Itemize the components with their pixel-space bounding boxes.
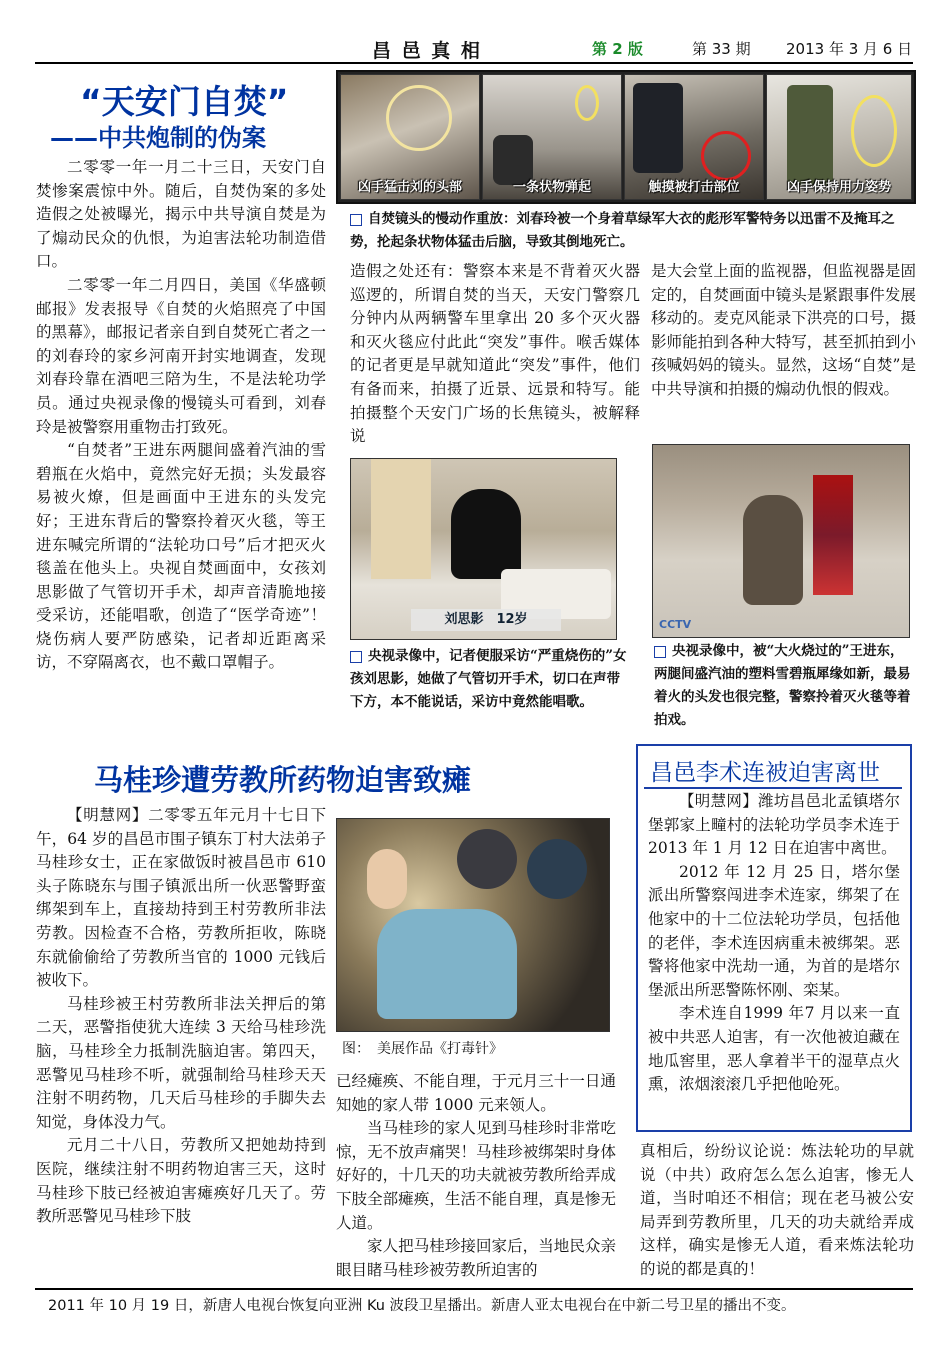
blanket-shape [813,475,853,595]
figure-shape [787,85,833,185]
masthead-name: 昌 邑 真 相 [372,40,482,62]
article1-right-column [651,260,916,430]
article1-subtitle: ——中共炮制的伪案 [50,124,266,152]
article2-paragraph: 家人把马桂珍接回家后，当地民众亲眼目睹马桂珍被劳教所迫害的 [336,1237,616,1279]
article3-paragraph: 李术连自1999 年7 月以来一直被中共恶人迫害，有一次他被迫藏在地瓜窖里，恶人拿着半干的湿草点火熏，浓烟滚滚几乎把他呛死。 [648,1004,900,1094]
article3-title-rule [644,787,902,789]
issue-label: 第 33 期 [692,40,751,58]
woman-figure [377,909,517,1019]
strip-caption-text: 自焚镜头的慢动作重放：刘春玲被一个身着草绿军大衣的彪形军警特务以迅雷不及掩耳之势，抡起条状物体猛击后脑，导致其倒地死亡。 [350,211,895,250]
article2-paragraph: 已经瘫痪、不能自理，于元月三十一日通知她的家人带 1000 元来领人。 [336,1072,616,1114]
footer-text: 2011 年 10 月 19 日，新唐人电视台恢复向亚洲 Ku 波段卫星播出。新唐人亚太电视台在中新二号卫星的播出不变。 [48,1298,796,1314]
figure-head-shape [457,829,517,889]
strip-photo-1 [340,74,480,200]
article1-mid-text: 造假之处还有：警察本来是不背着灭火器巡逻的，所谓自焚的当天，天安门警察几分钟内从两辆警车里拿出 20 多个灭火器和灭火毯应付此此“突发”事件。喉舌媒体的记者更是早就知道此“突发”事件，他们有备而来，拍摄了近景、远景和特写。能拍摄整个天安门广场的长焦镜头，被解释说 [350,262,640,446]
strip-photo-4 [766,74,912,200]
tv-logo: CCTV [659,618,692,631]
photo-girl-caption [350,645,630,714]
figure-head-shape [527,839,587,899]
article2-paragraph: 元月二十八日，劳教所又把她劫持到医院，继续注射不明药物迫害三天，这时马桂珍下肢已经被迫害瘫痪好几天了。劳教所恶警见马桂珍下肢 [36,1136,326,1226]
article3-title: 昌邑李术连被迫害离世 [650,760,880,786]
strip-photo-2 [482,74,622,200]
article1-mid-column [350,260,640,452]
painting-caption: 图： 美展作品《打毒针》 [342,1041,503,1057]
article2-paragraph: 当马桂珍的家人见到马桂珍时非常吃惊，无不放声痛哭！马桂珍被绑架时身体好好的，十几天的功夫就被劳教所给弄成下肢全部瘫痪，生活不能自理，真是惨无人道。 [336,1119,616,1232]
article2-mid-column [336,1070,616,1292]
strip-photo-3 [624,74,764,200]
photo-girl-caption-text: 央视录像中，记者便服采访“严重烧伤的”女孩刘思影，她做了气管切开手术，切口在声带下方，本不能说话，采访中竟然能唱歌。 [350,648,627,710]
caption-box-icon [350,214,362,226]
article1-title: “天安门自焚” [80,82,289,121]
caption-box-icon [350,651,362,663]
painting-image [336,818,610,1032]
photo-man-burned [652,444,910,638]
edition-label: 第 2 版 [592,40,643,58]
article2-left-column [36,804,326,1290]
article3-paragraph: 【明慧网】潍坊昌邑北孟镇塔尔堡郭家上疃村的法轮功学员李术连于 2013 年 1 月 12 日在迫害中离世。 [648,792,900,858]
figure-shape [633,83,683,173]
article1-paragraph: “自焚者”王进东两腿间盛着汽油的雪碧瓶在火焰中，竟然完好无损；头发最容易被火燎，但是画面中王进东的头发完好；王进东背后的警察拎着灭火毯，等王进东喊完所谓的“法轮功口号”后才把灭火毯盖在他头上。央视自焚画面中，女孩刘思影做了气管切开手术，却声音清脆地接受采访，还能唱歌，创造了“医学奇迹”！烧伤病人要严防感染，记者却近距离采访，不穿隔离衣，也不戴口罩帽子。 [36,441,326,672]
highlight-circle-icon [386,85,452,151]
photo-strip [336,70,916,204]
photo-girl-interview [350,458,617,640]
photo-girl-label: 刘思影 12岁 [411,609,561,631]
strip-label-3: 触摸被打击部位 [648,180,740,195]
date-label: 2013 年 3 月 6 日 [786,40,913,58]
footer-rule [35,1288,913,1290]
strip-caption [350,208,902,254]
header-rule [35,62,913,64]
highlight-oval-icon [851,95,897,167]
article1-left-column [36,156,326,731]
man-figure [743,495,803,605]
photo-man-caption [654,640,912,732]
caption-box-icon [654,646,666,658]
article2-right-column [640,1140,914,1290]
strip-label-2: 一条状物弹起 [512,180,591,195]
child-figure [367,849,407,909]
article2-paragraph: 马桂珍被王村劳教所非法关押后的第二天，恶警指使犹大连续 3 天给马桂珍洗脑，马桂珍全力抵制洗脑迫害。第四天，恶警见马桂珍不听，就强制给马桂珍天天注射不明药物，几天后马桂珍的手脚失去知觉，身体没力气。 [36,994,326,1131]
window-shape [371,459,431,579]
article1-paragraph: 二零零一年二月四日，美国《华盛顿邮报》发表报导《自焚的火焰照亮了中国的黑幕》，邮报记者亲自到自焚死亡者之一的刘春玲的家乡河南开封实地调查，发现刘春玲靠在酒吧三陪为生，不是法轮功学员。通过央视录像的慢镜头可看到，刘春玲是被警察用重物击打致死。 [36,275,326,436]
article1-right-text: 是大会堂上面的监视器，但监视器是固定的，自焚画面中镜头是紧跟事件发展移动的。麦克风能录下洪亮的口号，摄影师能拍到各种大特写，甚至抓拍到小孩喊妈妈的镜头。显然，这场“自焚”是中共导演和拍摄的煽动仇恨的假戏。 [651,262,916,398]
article2-right-text: 真相后，纷纷议论说：炼法轮功的早就说（中共）政府怎么怎么迫害，惨无人道，当时咱还不相信；现在老马被公安局弄到劳教所里，几天的功夫就给弄成这样，确实是惨无人道，看来炼法轮功的说的都是真的！ [640,1142,914,1278]
article2-paragraph: 【明慧网】二零零五年元月十七日下午，64 岁的昌邑市围子镇东丁村大法弟子马桂珍女士，正在家做饭时被昌邑市 610 头子陈晓东与围子镇派出所一伙恶警野蛮绑架到车上，直接劫持到王村劳教所非法劳教。因检查不合格，劳教所拒收，陈晓东就偷偷给了劳教所当官的 1000 元钱后被收下。 [36,806,326,990]
strip-label-4: 凶手保持用力姿势 [786,180,891,195]
article3-paragraph: 2012 年 12 月 25 日，塔尔堡派出所警察闯进李术连家，绑架了在他家中的十二位法轮功学员，包括他的老伴，李术连因病重未被绑架。恶警将他家中洗劫一通，为首的是塔尔堡派出所恶警陈怀刚、栾某。 [648,862,900,999]
article3-body [648,790,900,1122]
highlight-oval-icon [575,85,599,121]
article2-title: 马桂珍遭劳教所药物迫害致瘫 [94,763,472,797]
strip-label-1: 凶手猛击刘的头部 [357,180,462,195]
reporter-figure [451,489,521,579]
article1-paragraph: 二零零一年一月二十三日，天安门自焚惨案震惊中外。随后，自焚伪案的多处造假之处被曝光，揭示中共导演自焚是为了煽动民众的仇恨，为迫害法轮功制造借口。 [36,158,326,271]
photo-man-caption-text: 央视录像中，被“大火烧过的”王进东，两腿间盛汽油的塑料雪碧瓶犀缘如新，最易着火的头发也很完整，警察拎着灭火毯等着拍戏。 [654,643,911,728]
highlight-circle-icon [701,131,751,181]
